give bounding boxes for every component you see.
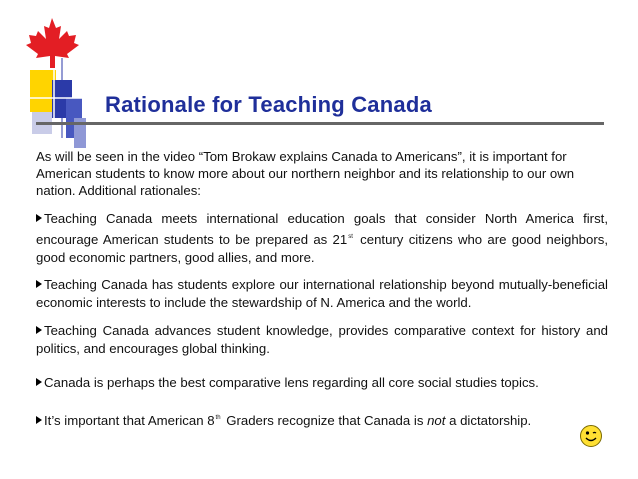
bullet-text: Teaching Canada advances student knowledge, provides comparative context for history and politics, and encourages global thinking.: [36, 323, 608, 356]
intro-paragraph: As will be seen in the video “Tom Brokaw explains Canada to Americans”, it is important for American students to know more about our northern neighbor and its relationship to our own nation. Additional rationales:: [36, 149, 575, 198]
emphasis-text: not: [427, 413, 446, 428]
bullet-text: Graders recognize that Canada is: [222, 413, 428, 428]
bullet-item: [36, 322, 608, 358]
slide-title: Rationale for Teaching Canada: [105, 92, 432, 117]
title-divider: [36, 122, 604, 125]
bullet-item: [36, 210, 608, 267]
bullet-text: a dictatorship.: [445, 413, 532, 428]
bullet-text: century citizens who are good neighbors, good economic partners, good allies, and more.: [36, 232, 608, 265]
bullet-arrow-icon: [36, 416, 42, 424]
bullet-arrow-icon: [36, 378, 42, 386]
bullet-text: Teaching Canada has students explore our international relationship beyond mutually-beneficial economic interests to include the stewardship of N. America and the world.: [36, 277, 608, 310]
bullet-arrow-icon: [36, 280, 42, 288]
bullet-item: [36, 374, 608, 392]
superscript: th: [215, 415, 221, 421]
bullet-text: Canada is perhaps the best comparative lens regarding all core social studies topics.: [44, 375, 539, 390]
bullet-text: Teaching Canada meets international education goals that consider North America first, encourage American students to be prepared as 21: [36, 211, 608, 247]
smiley-icon: [579, 424, 603, 448]
bullet-item: [36, 276, 608, 312]
superscript: st: [348, 234, 353, 240]
bullet-item: [36, 409, 608, 430]
bullet-arrow-icon: [36, 326, 42, 334]
maple-leaf-logo-icon: [22, 18, 112, 148]
bullet-arrow-icon: [36, 214, 42, 222]
bullet-text: It’s important that American 8: [44, 413, 215, 428]
